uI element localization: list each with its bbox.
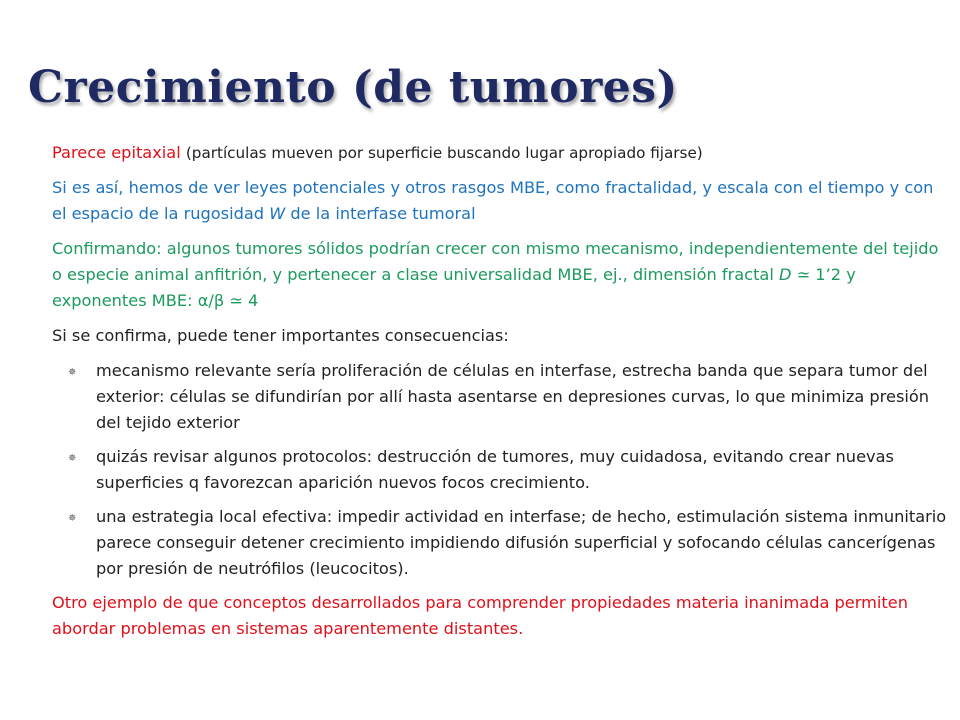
roughness-symbol: W — [269, 204, 286, 223]
list-item-text: quizás revisar algunos protocolos: destrucción de tumores, muy cuidadosa, evitando crear nuevas superficies q favorezcan aparición nuevos focos crecimiento. — [96, 447, 894, 492]
consequences-list — [52, 358, 952, 582]
list-item-text: mecanismo relevante sería proliferación de células en interfase, estrecha banda que separa tumor del exterior: células se difundirían por allí hasta asentarse en depresiones curvas, lo que minimiza presión del tejido exterior — [96, 361, 930, 432]
epitaxial-note: (partículas mueven por superficie buscando lugar apropiado fijarse) — [185, 144, 703, 162]
paragraph-consequences: Si se confirma, puede tener importantes consecuencias: — [52, 326, 509, 345]
mbe-laws-text: Si es así, hemos de ver leyes potenciales y otros rasgos MBE, como fractalidad, y escala con el tiempo y con el espacio de la rugosidad — [52, 178, 934, 223]
paragraph-confirmation — [52, 236, 952, 314]
list-item — [68, 504, 952, 582]
list-item — [68, 444, 952, 496]
fractal-dimension-symbol: D — [778, 265, 792, 284]
slide-title: Crecimiento (de tumores) — [28, 62, 678, 113]
paragraph-conclusion: Otro ejemplo de que conceptos desarrollados para comprender propiedades materia inanimada permiten abordar problemas en sistemas aparentemente distantes. — [52, 593, 908, 638]
slide-body — [52, 140, 952, 651]
list-item-text: una estrategia local efectiva: impedir actividad en interfase; de hecho, estimulación sistema inmunitario parece conseguir detener crecimiento impidiendo difusión superficial y sofocando células cancerígenas por presión de neutrófilos (leucocitos). — [96, 507, 947, 578]
star-bullet-icon: ✵ — [68, 453, 77, 464]
star-bullet-icon: ✵ — [68, 367, 77, 378]
star-bullet-icon: ✵ — [68, 513, 77, 524]
paragraph-epitaxial — [52, 140, 952, 166]
list-item — [68, 358, 952, 436]
epitaxial-lead: Parece epitaxial — [52, 143, 181, 162]
mbe-laws-text-end: de la interfase tumoral — [285, 204, 476, 223]
confirmation-text-end: ≃ 1’2 y exponentes MBE: α/β ≃ 4 — [52, 265, 856, 310]
confirmation-text: Confirmando: algunos tumores sólidos podrían crecer con mismo mecanismo, independientemente del tejido o especie animal anfitrión, y pertenecer a clase universalidad MBE, ej., dimensión fractal — [52, 239, 939, 284]
paragraph-mbe-laws — [52, 175, 952, 227]
